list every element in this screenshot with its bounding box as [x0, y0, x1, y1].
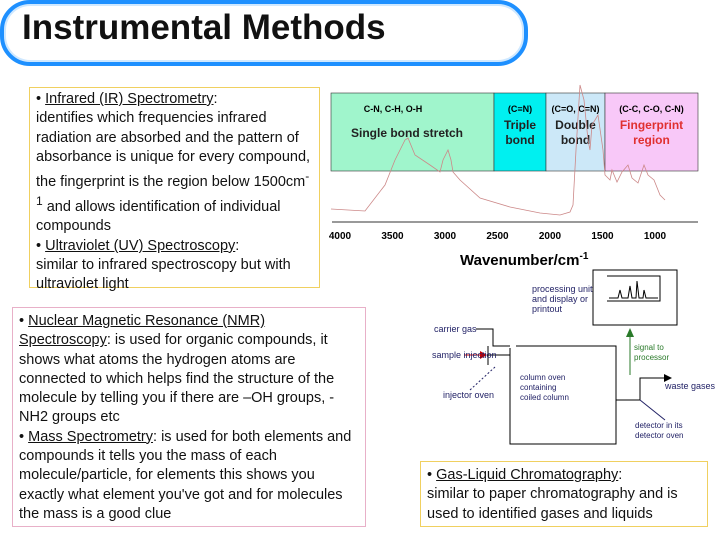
ir-sup: -1	[36, 169, 310, 209]
gc-heading: Gas-Liquid Chromatography	[436, 467, 619, 483]
gc-text: similar to paper chromatography and is used to identified gases and liquids	[427, 486, 678, 522]
uv-text: similar to infrared spectroscopy but with ultraviolet light	[36, 257, 291, 293]
uv-heading: Ultraviolet (UV) Spectroscopy	[45, 237, 236, 254]
x-tick-label: 4000	[328, 231, 352, 242]
x-tick-label: 3000	[433, 231, 457, 242]
label-carrier: carrier gas	[434, 324, 477, 334]
band-label: Fingerprint region	[619, 118, 684, 147]
label-detector: detector in its detector oven	[635, 421, 684, 440]
ms-text: is used for both elements and compounds it tells you the mass of each molecule/particle, for elements this shows you exactly what element you've got and for molecules the mass is a good clue	[19, 428, 352, 522]
band-bonds: (C-C, C-O, C-N)	[619, 104, 684, 114]
nmr-heading: Nuclear Magnetic Resonance (NMR) Spectroscopy	[19, 313, 266, 349]
chromatogram-trace	[609, 281, 658, 298]
ir-text2: and allows identification of individual compounds	[36, 199, 281, 235]
ir-heading: Infrared (IR) Spectrometry	[45, 91, 214, 107]
label-signal: signal to processor	[634, 343, 670, 362]
gc-textbox: • Gas-Liquid Chromatography: similar to paper chromatography and is used to identified gases and liquids	[420, 461, 708, 527]
band-bonds: (C=O, C=N)	[551, 104, 600, 114]
label-waste: waste gases	[665, 381, 716, 391]
label-sample: sample injection	[432, 350, 497, 360]
display-frame	[607, 276, 660, 301]
band-label: Double bond	[555, 118, 596, 147]
x-tick-label: 1500	[591, 231, 614, 242]
band-label: Triple bond	[503, 118, 537, 147]
signal-arrow-icon	[626, 328, 634, 337]
ms-heading: Mass Spectrometry	[28, 428, 154, 445]
x-tick-label: 3500	[381, 231, 404, 242]
ir-text: identifies which frequencies infrared radiation are absorbed and the pattern of absorbance is unique for every compound, the fingerprint is the region below 1500cm	[36, 110, 311, 191]
x-tick-label: 2500	[486, 231, 509, 242]
band-bonds: (C≡N)	[507, 104, 533, 114]
label-injector: injector oven	[443, 390, 495, 400]
ir-uv-textbox: • Infrared (IR) Spectrometry: identifies which frequencies infrared radiation are absorbed and the pattern of absorbance is unique for every compound, the fingerprint is the region below $1500cm^{-1}$ and allows identification of individual compounds • Ultraviolet (UV) Spectroscopy: similar to infrared spectroscopy but with ultraviolet light	[29, 87, 320, 288]
nmr-text: is used for organic compounds, it shows what atoms the hydrogen atoms are connected to which helps find the structure of the molecule by telling you if there are –OH groups, -NH2 groups etc	[19, 332, 335, 426]
x-tick-label: 1000	[643, 231, 667, 242]
x-tick-label: 2000	[538, 231, 562, 242]
band-bonds: C-N, C-H, O-H	[363, 104, 423, 114]
x-axis-label: Wavenumber/$cm^{-1}$	[460, 251, 589, 269]
band-label: Single bond stretch	[350, 126, 464, 140]
page-title: Instrumental Methods	[22, 8, 386, 47]
label-column: column oven containing coiled column	[520, 373, 569, 402]
nmr-ms-textbox: • Nuclear Magnetic Resonance (NMR) Spectroscopy: is used for organic compounds, it shows what atoms the hydrogen atoms are connected to which helps find the structure of the molecule by telling you if there are –OH groups, -NH2 groups etc • Mass Spectrometry: is used for both elements and compounds it tells you the mass of each molecule/particle, for elements this shows you exactly what element you've got and for molecules the mass is a good clue	[12, 307, 366, 527]
label-processing: processing unit and display or printout	[532, 284, 593, 314]
